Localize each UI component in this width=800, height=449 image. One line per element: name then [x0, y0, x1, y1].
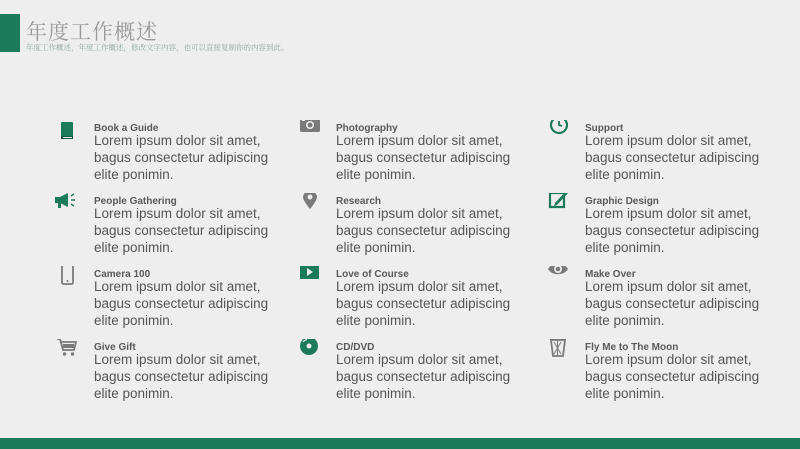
- item-text: Lorem ipsum dolor sit amet, bagus consectetur adipiscing elite ponimin.: [94, 279, 269, 328]
- footer-bar: [0, 438, 800, 449]
- page-subtitle: 年度工作概述，年度工作概述，修改文字内容，也可以直接复制你的内容到此。: [26, 43, 289, 52]
- title-accent-bar: [0, 14, 20, 52]
- item-text: Lorem ipsum dolor sit amet, bagus consectetur adipiscing elite ponimin.: [585, 133, 760, 182]
- item-text: Lorem ipsum dolor sit amet, bagus consectetur adipiscing elite ponimin.: [94, 352, 269, 401]
- cart-icon: [56, 339, 78, 361]
- trash-icon: [547, 339, 569, 361]
- item-text: Lorem ipsum dolor sit amet, bagus consectetur adipiscing elite ponimin.: [94, 133, 269, 182]
- item-heading: Graphic Design: [585, 196, 659, 207]
- disc-icon: [298, 339, 320, 361]
- map-pin-icon: [298, 193, 320, 215]
- item-heading: Give Gift: [94, 342, 136, 353]
- item-heading: Support: [585, 123, 624, 134]
- item-text: Lorem ipsum dolor sit amet, bagus consectetur adipiscing elite ponimin.: [585, 352, 760, 401]
- item-heading: Photography: [336, 123, 398, 134]
- megaphone-icon: [54, 193, 76, 215]
- item-text: Lorem ipsum dolor sit amet, bagus consectetur adipiscing elite ponimin.: [585, 206, 760, 255]
- item-heading: Make Over: [585, 269, 636, 280]
- clock-icon: [547, 120, 569, 142]
- item-heading: Research: [336, 196, 382, 207]
- item-text: Lorem ipsum dolor sit amet, bagus consectetur adipiscing elite ponimin.: [336, 352, 511, 401]
- play-icon: [298, 266, 320, 288]
- item-text: Lorem ipsum dolor sit amet, bagus consectetur adipiscing elite ponimin.: [336, 206, 511, 255]
- item-heading: Book a Guide: [94, 123, 159, 134]
- camera-icon: [298, 120, 320, 142]
- item-heading: People Gathering: [94, 196, 177, 207]
- page-title: 年度工作概述: [26, 20, 158, 44]
- item-text: Lorem ipsum dolor sit amet, bagus consectetur adipiscing elite ponimin.: [585, 279, 760, 328]
- eye-icon: [547, 266, 569, 288]
- item-heading: CD/DVD: [336, 342, 375, 353]
- item-text: Lorem ipsum dolor sit amet, bagus consectetur adipiscing elite ponimin.: [94, 206, 269, 255]
- phone-icon: [56, 266, 78, 288]
- item-heading: Fly Me to The Moon: [585, 342, 679, 353]
- item-text: Lorem ipsum dolor sit amet, bagus consectetur adipiscing elite ponimin.: [336, 279, 511, 328]
- item-heading: Camera 100: [94, 269, 151, 280]
- item-text: Lorem ipsum dolor sit amet, bagus consectetur adipiscing elite ponimin.: [336, 133, 511, 182]
- edit-icon: [547, 193, 569, 215]
- book-icon: [56, 120, 78, 142]
- item-heading: Love of Course: [336, 269, 409, 280]
